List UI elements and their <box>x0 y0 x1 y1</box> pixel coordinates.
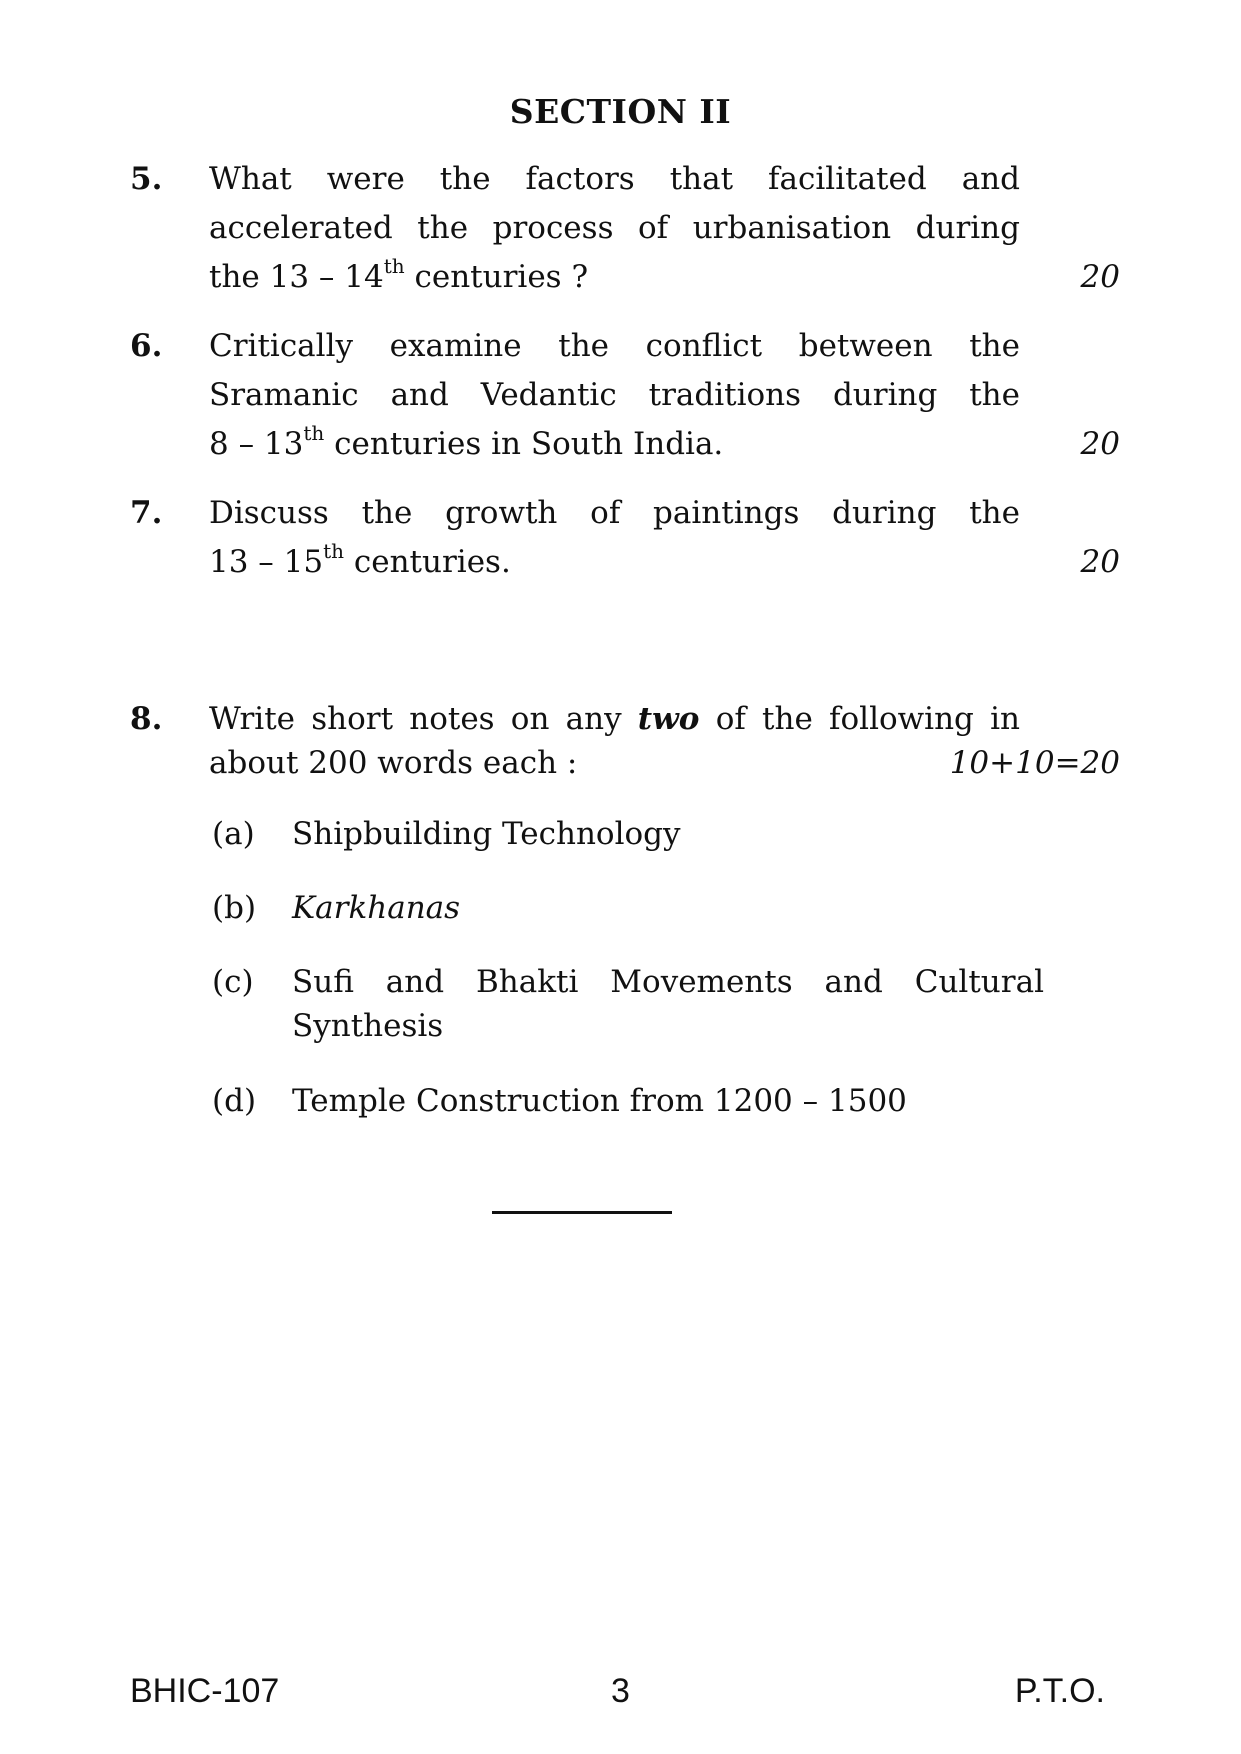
paper-code: BHIC-107 <box>130 1672 280 1710</box>
question-line <box>209 538 1020 587</box>
question-line <box>209 420 1020 469</box>
marks: 20 <box>1080 544 1120 580</box>
line-text: centuries. <box>344 544 511 580</box>
end-rule <box>492 1211 672 1214</box>
option-text: Temple Construction from 1200 – 1500 <box>292 1083 907 1119</box>
option-text <box>292 960 1044 1048</box>
question-number: 6. <box>130 328 163 364</box>
question-text <box>209 322 1154 469</box>
option-text-line: Sufi and Bhakti Movements and Cultural <box>292 964 1044 1000</box>
page-number: 3 <box>611 1672 630 1710</box>
option-text: Shipbuilding Technology <box>292 816 681 852</box>
superscript: th <box>383 254 405 278</box>
marks: 20 <box>1080 426 1120 462</box>
question-line: Critically examine the conflict between the <box>209 328 1020 364</box>
question-number: 5. <box>130 161 163 197</box>
option-text-line: Synthesis <box>292 1008 444 1044</box>
question-text <box>209 489 1154 587</box>
line-text: 8 – 13 <box>209 426 304 462</box>
question-number: 7. <box>130 495 163 531</box>
section-title: SECTION II <box>509 92 732 131</box>
question-number: 8. <box>130 701 163 737</box>
option-tag: (b) <box>212 890 257 926</box>
question-text <box>209 155 1154 302</box>
option-tag: (a) <box>212 816 255 852</box>
line-text: centuries in South India. <box>324 426 724 462</box>
pto-label: P.T.O. <box>1014 1672 1105 1710</box>
option-tag: (c) <box>212 964 254 1000</box>
marks: 20 <box>1080 259 1120 295</box>
question-line <box>209 253 1020 302</box>
superscript: th <box>323 539 345 563</box>
question-line: accelerated the process of urbanisation during <box>209 210 1020 246</box>
question-line: What were the factors that facilitated and <box>209 161 1020 197</box>
line-text: 13 – 15 <box>209 544 324 580</box>
line-text: of the following in <box>699 701 1020 737</box>
question-line <box>209 697 1020 741</box>
question-line: about 200 words each : <box>209 745 578 781</box>
option-text: Karkhanas <box>292 890 461 926</box>
question-line: Sramanic and Vedantic traditions during the <box>209 377 1020 413</box>
marks: 10+10=20 <box>949 745 1120 781</box>
line-text: centuries ? <box>404 259 589 295</box>
emphasis-text: two <box>637 701 700 737</box>
line-text: Write short notes on any <box>209 701 638 737</box>
superscript: th <box>303 421 325 445</box>
line-text: the 13 – 14 <box>209 259 384 295</box>
option-tag: (d) <box>212 1083 257 1119</box>
question-line: Discuss the growth of paintings during the <box>209 495 1020 531</box>
